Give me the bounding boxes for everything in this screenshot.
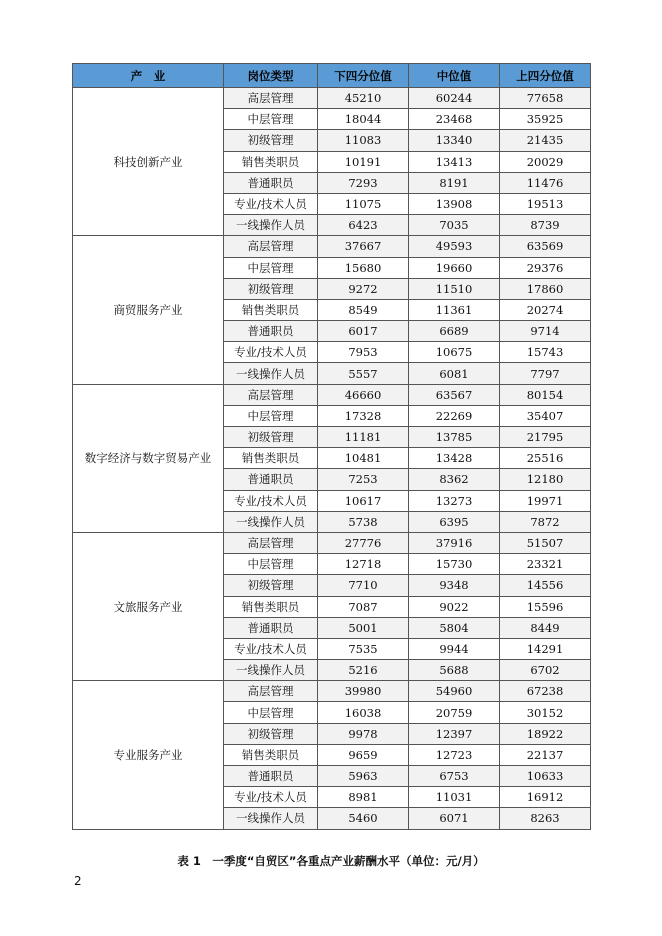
upper-quartile-cell: 20029 (500, 151, 591, 172)
median-cell: 12397 (409, 723, 500, 744)
median-cell: 37916 (409, 532, 500, 553)
median-cell: 6689 (409, 321, 500, 342)
median-cell: 22269 (409, 405, 500, 426)
median-cell: 13273 (409, 490, 500, 511)
upper-quartile-cell: 14556 (500, 575, 591, 596)
lower-quartile-cell: 6017 (318, 321, 409, 342)
upper-quartile-cell: 6702 (500, 660, 591, 681)
median-cell: 11031 (409, 787, 500, 808)
position-type-cell: 专业/技术人员 (224, 638, 318, 659)
median-cell: 6081 (409, 363, 500, 384)
median-cell: 19660 (409, 257, 500, 278)
lower-quartile-cell: 7293 (318, 172, 409, 193)
position-type-cell: 高层管理 (224, 384, 318, 405)
lower-quartile-cell: 37667 (318, 236, 409, 257)
position-type-cell: 销售类职员 (224, 596, 318, 617)
median-cell: 13908 (409, 193, 500, 214)
lower-quartile-cell: 18044 (318, 109, 409, 130)
lower-quartile-cell: 9272 (318, 278, 409, 299)
upper-quartile-cell: 9714 (500, 321, 591, 342)
lower-quartile-cell: 9659 (318, 744, 409, 765)
lower-quartile-cell: 5738 (318, 511, 409, 532)
lower-quartile-cell: 5001 (318, 617, 409, 638)
position-type-cell: 初级管理 (224, 278, 318, 299)
upper-quartile-cell: 7872 (500, 511, 591, 532)
upper-quartile-cell: 63569 (500, 236, 591, 257)
position-type-cell: 销售类职员 (224, 448, 318, 469)
median-cell: 60244 (409, 88, 500, 109)
upper-quartile-cell: 10633 (500, 766, 591, 787)
position-type-cell: 普通职员 (224, 172, 318, 193)
position-type-cell: 初级管理 (224, 130, 318, 151)
table-row (73, 236, 591, 257)
lower-quartile-cell: 46660 (318, 384, 409, 405)
lower-quartile-cell: 5216 (318, 660, 409, 681)
position-type-cell: 普通职员 (224, 469, 318, 490)
upper-quartile-cell: 11476 (500, 172, 591, 193)
lower-quartile-cell: 8549 (318, 299, 409, 320)
lower-quartile-cell: 11181 (318, 427, 409, 448)
median-cell: 10675 (409, 342, 500, 363)
position-type-cell: 初级管理 (224, 575, 318, 596)
upper-quartile-cell: 20274 (500, 299, 591, 320)
upper-quartile-cell: 21795 (500, 427, 591, 448)
lower-quartile-cell: 5460 (318, 808, 409, 829)
upper-quartile-cell: 30152 (500, 702, 591, 723)
median-cell: 13413 (409, 151, 500, 172)
position-type-cell: 一线操作人员 (224, 808, 318, 829)
upper-quartile-cell: 16912 (500, 787, 591, 808)
position-type-cell: 中层管理 (224, 554, 318, 575)
median-cell: 9348 (409, 575, 500, 596)
median-cell: 13340 (409, 130, 500, 151)
median-cell: 11361 (409, 299, 500, 320)
position-type-cell: 普通职员 (224, 321, 318, 342)
median-cell: 8191 (409, 172, 500, 193)
lower-quartile-cell: 15680 (318, 257, 409, 278)
salary-table (72, 63, 591, 830)
header-median: 中位值 (409, 64, 500, 88)
industry-cell: 数字经济与数字贸易产业 (73, 384, 224, 532)
position-type-cell: 普通职员 (224, 617, 318, 638)
lower-quartile-cell: 9978 (318, 723, 409, 744)
table-row (73, 384, 591, 405)
lower-quartile-cell: 8981 (318, 787, 409, 808)
header-industry: 产 业 (73, 64, 224, 88)
upper-quartile-cell: 19971 (500, 490, 591, 511)
lower-quartile-cell: 17328 (318, 405, 409, 426)
median-cell: 6753 (409, 766, 500, 787)
upper-quartile-cell: 25516 (500, 448, 591, 469)
header-lower-quartile: 下四分位值 (318, 64, 409, 88)
upper-quartile-cell: 19513 (500, 193, 591, 214)
lower-quartile-cell: 7087 (318, 596, 409, 617)
position-type-cell: 专业/技术人员 (224, 193, 318, 214)
position-type-cell: 销售类职员 (224, 299, 318, 320)
table-row (73, 681, 591, 702)
upper-quartile-cell: 8263 (500, 808, 591, 829)
median-cell: 6395 (409, 511, 500, 532)
lower-quartile-cell: 7710 (318, 575, 409, 596)
lower-quartile-cell: 10617 (318, 490, 409, 511)
lower-quartile-cell: 5557 (318, 363, 409, 384)
industry-cell: 专业服务产业 (73, 681, 224, 829)
lower-quartile-cell: 39980 (318, 681, 409, 702)
industry-cell: 文旅服务产业 (73, 532, 224, 680)
upper-quartile-cell: 80154 (500, 384, 591, 405)
median-cell: 23468 (409, 109, 500, 130)
upper-quartile-cell: 67238 (500, 681, 591, 702)
header-upper-quartile: 上四分位值 (500, 64, 591, 88)
upper-quartile-cell: 29376 (500, 257, 591, 278)
median-cell: 12723 (409, 744, 500, 765)
position-type-cell: 一线操作人员 (224, 215, 318, 236)
lower-quartile-cell: 11075 (318, 193, 409, 214)
lower-quartile-cell: 7953 (318, 342, 409, 363)
lower-quartile-cell: 45210 (318, 88, 409, 109)
position-type-cell: 初级管理 (224, 427, 318, 448)
median-cell: 54960 (409, 681, 500, 702)
header-position-type: 岗位类型 (224, 64, 318, 88)
median-cell: 13785 (409, 427, 500, 448)
position-type-cell: 中层管理 (224, 405, 318, 426)
upper-quartile-cell: 77658 (500, 88, 591, 109)
upper-quartile-cell: 22137 (500, 744, 591, 765)
position-type-cell: 专业/技术人员 (224, 787, 318, 808)
lower-quartile-cell: 27776 (318, 532, 409, 553)
upper-quartile-cell: 17860 (500, 278, 591, 299)
position-type-cell: 普通职员 (224, 766, 318, 787)
position-type-cell: 销售类职员 (224, 151, 318, 172)
position-type-cell: 高层管理 (224, 681, 318, 702)
lower-quartile-cell: 11083 (318, 130, 409, 151)
upper-quartile-cell: 7797 (500, 363, 591, 384)
upper-quartile-cell: 14291 (500, 638, 591, 659)
position-type-cell: 专业/技术人员 (224, 490, 318, 511)
position-type-cell: 专业/技术人员 (224, 342, 318, 363)
lower-quartile-cell: 6423 (318, 215, 409, 236)
upper-quartile-cell: 35407 (500, 405, 591, 426)
median-cell: 15730 (409, 554, 500, 575)
lower-quartile-cell: 5963 (318, 766, 409, 787)
position-type-cell: 高层管理 (224, 532, 318, 553)
upper-quartile-cell: 35925 (500, 109, 591, 130)
page-number: 2 (74, 874, 82, 888)
table-row (73, 532, 591, 553)
median-cell: 63567 (409, 384, 500, 405)
upper-quartile-cell: 8449 (500, 617, 591, 638)
industry-cell: 科技创新产业 (73, 88, 224, 236)
upper-quartile-cell: 15743 (500, 342, 591, 363)
position-type-cell: 高层管理 (224, 88, 318, 109)
upper-quartile-cell: 15596 (500, 596, 591, 617)
median-cell: 5688 (409, 660, 500, 681)
position-type-cell: 一线操作人员 (224, 363, 318, 384)
median-cell: 5804 (409, 617, 500, 638)
position-type-cell: 中层管理 (224, 109, 318, 130)
position-type-cell: 销售类职员 (224, 744, 318, 765)
upper-quartile-cell: 8739 (500, 215, 591, 236)
median-cell: 13428 (409, 448, 500, 469)
table-caption: 表 1 一季度“自贸区”各重点产业薪酬水平（单位：元/月） (177, 854, 485, 868)
table-body (73, 88, 591, 830)
upper-quartile-cell: 12180 (500, 469, 591, 490)
median-cell: 6071 (409, 808, 500, 829)
median-cell: 11510 (409, 278, 500, 299)
position-type-cell: 一线操作人员 (224, 660, 318, 681)
position-type-cell: 中层管理 (224, 257, 318, 278)
upper-quartile-cell: 23321 (500, 554, 591, 575)
table-header-row (73, 64, 591, 88)
table-row (73, 88, 591, 109)
upper-quartile-cell: 21435 (500, 130, 591, 151)
lower-quartile-cell: 7253 (318, 469, 409, 490)
position-type-cell: 高层管理 (224, 236, 318, 257)
upper-quartile-cell: 18922 (500, 723, 591, 744)
median-cell: 9022 (409, 596, 500, 617)
median-cell: 7035 (409, 215, 500, 236)
median-cell: 9944 (409, 638, 500, 659)
lower-quartile-cell: 7535 (318, 638, 409, 659)
median-cell: 8362 (409, 469, 500, 490)
median-cell: 20759 (409, 702, 500, 723)
position-type-cell: 一线操作人员 (224, 511, 318, 532)
lower-quartile-cell: 12718 (318, 554, 409, 575)
industry-cell: 商贸服务产业 (73, 236, 224, 384)
upper-quartile-cell: 51507 (500, 532, 591, 553)
lower-quartile-cell: 10191 (318, 151, 409, 172)
position-type-cell: 初级管理 (224, 723, 318, 744)
lower-quartile-cell: 10481 (318, 448, 409, 469)
position-type-cell: 中层管理 (224, 702, 318, 723)
lower-quartile-cell: 16038 (318, 702, 409, 723)
median-cell: 49593 (409, 236, 500, 257)
